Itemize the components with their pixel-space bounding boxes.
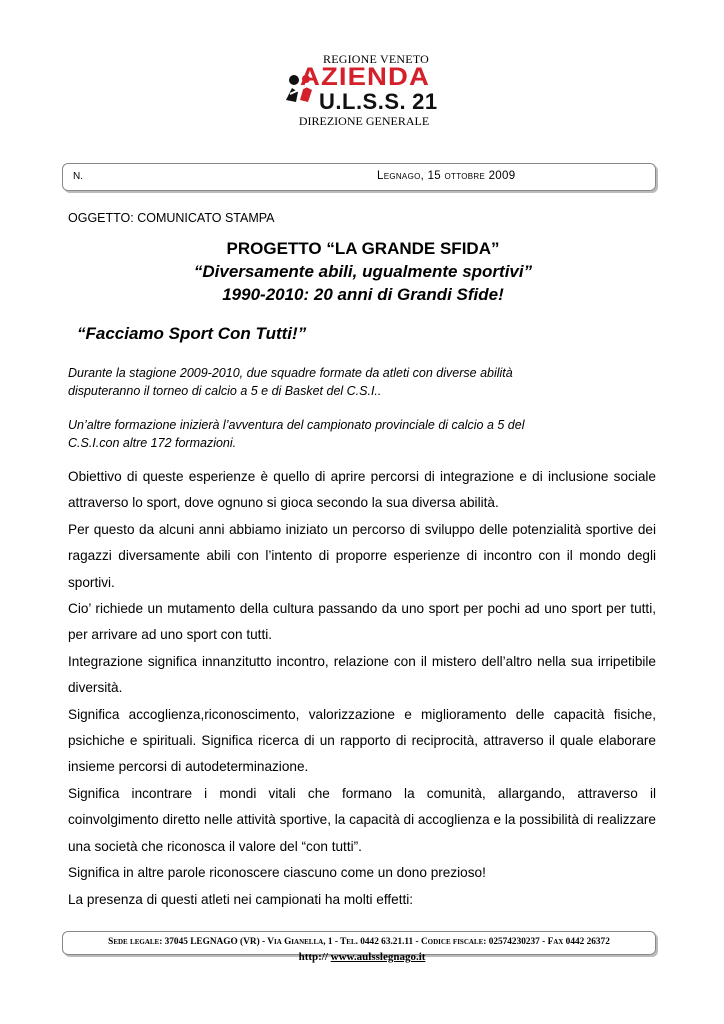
- body-paragraph: Cio’ richiede un mutamento della cultura passando da uno sport per pochi ad uno sport per tutti, per arrivare ad uno sport con tutti.: [68, 601, 656, 643]
- subject-line: OGGETTO: COMUNICATO STAMPA: [68, 211, 275, 225]
- slogan: “Facciamo Sport Con Tutti!”: [77, 324, 307, 343]
- title-motto: “Diversamente abili, ugualmente sportivi”: [193, 262, 533, 281]
- title-project: PROGETTO “LA GRANDE SFIDA”: [226, 239, 500, 258]
- ulss-number: 21: [412, 89, 438, 114]
- letterhead: [0, 52, 724, 128]
- body-text: [68, 464, 656, 913]
- region-name: REGIONE VENETO: [322, 52, 429, 66]
- intro-line: C.S.I.con altre 172 formazioni.: [68, 436, 237, 450]
- body-paragraph: Per questo da alcuni anni abbiamo iniziato un percorso di sviluppo delle potenzialità sportive dei ragazzi diversamente abili con l’intento di proporre esperienze di incontro con il mondo degli sportivi.: [68, 521, 656, 590]
- ulss-label: U.L.S.S.: [319, 89, 407, 114]
- title-block: [62, 237, 664, 306]
- intro-paragraph-2: [68, 416, 668, 452]
- ulss-wordmark: [319, 89, 438, 115]
- protocol-number-label: N.: [73, 171, 83, 182]
- body-paragraph: Significa accoglienza,riconoscimento, valorizzazione e miglioramento delle capacità fisiche, psichiche e spirituali. Significa ricerca di un rapporto di reciprocità, attraverso il quale elaborare insieme percorsi di autodeterminazione.: [68, 706, 656, 775]
- body-paragraph: La presenza di questi atleti nei campionati ha molti effetti:: [68, 891, 414, 907]
- body-paragraph: Significa incontrare i mondi vitali che formano la comunità, allargando, attraverso il coinvolgimento diretto nelle attività sportive, la capacità di accoglienza e la possibilità di realizzare una società che riconosca il valore del “con tutti”.: [68, 785, 656, 854]
- azienda-wordmark: AZIENDA: [300, 63, 430, 91]
- title-anniversary: 1990-2010: 20 anni di Grandi Sfide!: [222, 285, 504, 304]
- intro-paragraph-1: [68, 364, 668, 400]
- intro-line: disputeranno il torneo di calcio a 5 e di Basket del C.S.I..: [68, 384, 382, 398]
- protocol-box: [62, 163, 656, 191]
- footer-address: Sede legale: 37045 LEGNAGO (VR) - Via Gianella, 1 - Tel. 0442 63.21.11 - Codice fiscale: 02574230237 - Fax 0442 26372: [108, 937, 610, 947]
- footer-url: [0, 951, 724, 963]
- body-paragraph: Significa in altre parole riconoscere ciascuno come un dono prezioso!: [68, 865, 486, 881]
- direzione-label: DIREZIONE GENERALE: [298, 114, 430, 128]
- protocol-date: Legnago, 15 ottobre 2009: [377, 170, 516, 182]
- body-paragraph: Obiettivo di queste esperienze è quello di aprire percorsi di integrazione e di inclusione sociale attraverso lo sport, dove ognuno si gioca secondo la sua diversa abilità.: [68, 469, 656, 511]
- intro-line: Durante la stagione 2009-2010, due squadre formate da atleti con diverse abilità: [68, 366, 513, 380]
- website-link[interactable]: www.aulsslegnago.it: [330, 951, 426, 963]
- body-paragraph: Integrazione significa innanzitutto incontro, relazione con il mistero dell’altro nella sua irripetibile diversità.: [68, 653, 656, 696]
- url-prefix: http://: [298, 951, 328, 963]
- intro-line: Un’altre formazione inizierà l’avventura del campionato provinciale di calcio a 5 del: [68, 418, 525, 432]
